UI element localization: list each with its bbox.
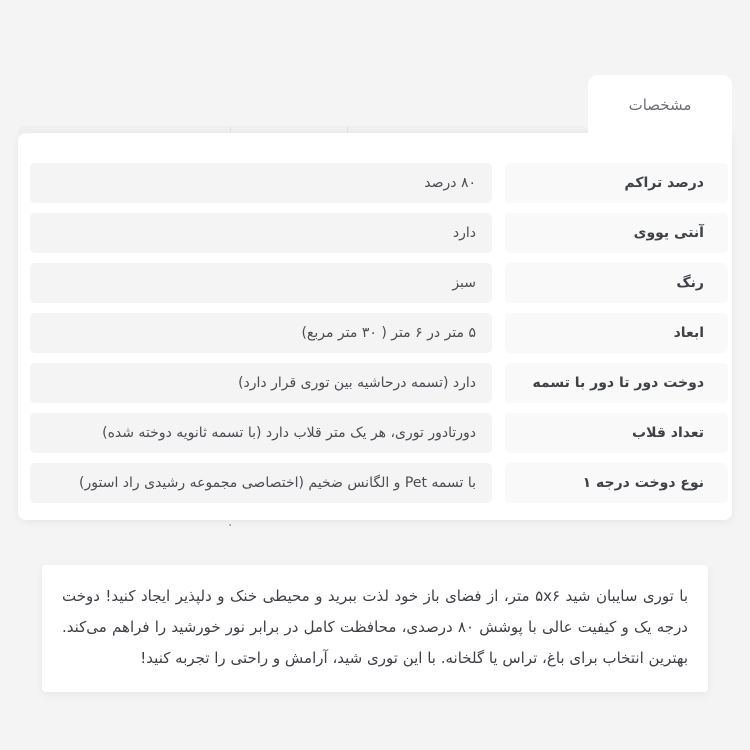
spec-value: با تسمه Pet و الگانس ضخیم (اختصاصی مجموعه رشیدی راد استور) [30,463,492,503]
spec-rows-list [30,163,728,503]
spec-row [30,463,728,503]
spec-value: ۵ متر در ۶ متر ( ۳۰ متر مربع) [30,313,492,353]
spec-row [30,163,728,203]
spec-value: ۸۰ درصد [30,163,492,203]
description-card [42,565,708,692]
tab-specifications[interactable] [588,75,732,135]
spec-row [30,213,728,253]
description-text: با توری سایبان شید ۵x۶ متر، از فضای باز خود لذت ببرید و محیطی خنک و دلپذیر ایجاد کنید! دوخت درجه یک و کیفیت عالی با پوشش ۸۰ درصدی، محافظت کامل در برابر نور خورشید را فراهم می‌کند. بهترین انتخاب برای باغ، تراس یا گلخانه. با این توری شید، آرامش و راحتی را تجربه کنید! [62,587,688,667]
spec-label: آنتی یووی [505,213,728,253]
spec-row [30,263,728,303]
spec-row [30,363,728,403]
spec-row [30,413,728,453]
spec-label: درصد تراکم [505,163,728,203]
spec-label: ابعاد [505,313,728,353]
spec-value: دارد (تسمه درحاشیه بین توری قرار دارد) [30,363,492,403]
specifications-card [18,133,732,520]
spec-label: دوخت دور تا دور با تسمه [505,363,728,403]
stray-dot: . [228,514,233,530]
spec-value: سبز [30,263,492,303]
tab-specifications-label: مشخصات [628,96,692,114]
spec-label: تعداد قلاب [505,413,728,453]
spec-row [30,313,728,353]
spec-label: نوع دوخت درجه ۱ [505,463,728,503]
spec-value: دارد [30,213,492,253]
spec-value: دورتادور توری، هر یک متر قلاب دارد (با تسمه ثانویه دوخته شده) [30,413,492,453]
spec-label: رنگ [505,263,728,303]
